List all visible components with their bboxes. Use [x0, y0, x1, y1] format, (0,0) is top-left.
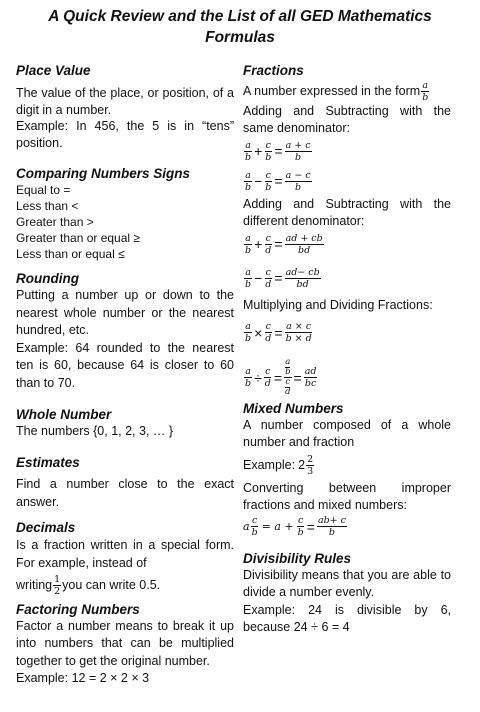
denominator: b — [422, 91, 429, 103]
place-value-section — [16, 62, 234, 151]
estimates-section — [16, 454, 234, 511]
comparing-item: Less than < — [16, 199, 79, 213]
fractions-section — [243, 62, 451, 400]
denominator: b — [245, 378, 252, 389]
whole-part: a — [243, 520, 250, 533]
numerator: a − c — [285, 169, 311, 181]
numerator: ad + cb — [285, 232, 323, 244]
numerator: c — [265, 321, 271, 332]
numerator: ab+ c — [317, 515, 346, 526]
divide-formula — [243, 356, 451, 400]
denominator: b — [285, 367, 291, 377]
decimals-writing-line — [16, 574, 234, 597]
converting-text: Converting between improper fractions and mixed numbers: — [243, 480, 451, 512]
denominator: b — [245, 278, 252, 290]
page-title — [0, 6, 480, 48]
place-value-text: The value of the place, or position, of a digit in a number. — [16, 86, 234, 117]
decimals-writing-word: writing — [16, 577, 53, 592]
denominator: b — [245, 333, 252, 344]
decimals-rest: you can write 0.5. — [62, 577, 161, 592]
numerator: c — [265, 366, 271, 377]
same-sub-formula — [243, 166, 451, 196]
different-denominator-text: Adding and Subtracting with the different denominator: — [243, 197, 451, 228]
numerator: c — [298, 515, 304, 526]
decimals-text: Is a fraction written in a special form. For example, instead of — [16, 537, 234, 570]
numerator: a + c — [285, 139, 311, 151]
comparing-item: Less than or equal ≤ — [16, 247, 125, 261]
same-add-formula — [243, 136, 451, 166]
numerator: c — [285, 377, 291, 387]
whole-number-heading: Whole Number — [16, 407, 112, 422]
numerator: c — [265, 139, 271, 151]
numerator: a — [245, 139, 251, 151]
comparing-item: Greater than > — [16, 215, 94, 229]
divisibility-heading: Divisibility Rules — [243, 550, 352, 566]
numerator: a — [245, 366, 251, 377]
comparing-heading: Comparing Numbers Signs — [16, 166, 191, 181]
equals-sign: = — [274, 236, 283, 252]
divisibility-example: Example: 24 is divisible by 6, because 24 ÷ 6 = 4 — [243, 602, 451, 634]
whole-number-text: The numbers {0, 1, 2, 3, … } — [16, 424, 174, 438]
denominator: bd — [298, 244, 311, 256]
whole-number-section — [16, 406, 234, 440]
minus-sign: − — [254, 173, 263, 189]
place-value-example: Example: In 456, the 5 is in “tens” position. — [16, 119, 234, 150]
rounding-section — [16, 270, 234, 392]
denominator: d — [265, 333, 272, 344]
mixed-conversion-formula — [243, 514, 451, 540]
equals-sign: = — [273, 369, 283, 386]
denominator: b — [265, 181, 272, 193]
diff-sub-formula — [243, 263, 451, 293]
times-sign: × — [254, 324, 263, 341]
denominator: d — [285, 387, 291, 397]
mixed-numbers-heading: Mixed Numbers — [243, 400, 344, 416]
denominator: b — [245, 151, 252, 163]
denominator: b — [295, 181, 302, 193]
equals-sign: = — [306, 518, 315, 535]
rounding-text: Putting a number up or down to the nearest whole number or the nearest hundred, etc. — [16, 288, 234, 337]
numerator: ad− cb — [285, 266, 320, 278]
denominator: d — [264, 378, 271, 389]
factoring-text: Factor a number means to break it up into numbers that can be multiplied together to get the original number. — [16, 618, 234, 668]
equals-a-plus: = a + — [261, 520, 294, 533]
plus-sign: + — [254, 143, 263, 159]
a-over-b-fraction — [421, 80, 429, 103]
divisibility-text: Divisibility means that you are able to divide a number evenly. — [243, 567, 451, 599]
denominator: bc — [304, 378, 317, 389]
decimals-section — [16, 519, 234, 597]
fraction-numerator: 1 — [54, 573, 61, 585]
mixed-numbers-text: A number composed of a whole number and fraction — [243, 417, 451, 449]
multiply-divide-text: Multiplying and Dividing Fractions: — [243, 298, 433, 312]
denominator: b — [295, 151, 302, 163]
title-line-2: Formulas — [205, 29, 275, 46]
fractions-form-line — [243, 79, 451, 103]
numerator: 2 — [307, 454, 314, 465]
estimates-text: Find a number close to the exact answer. — [16, 476, 234, 509]
same-denominator-text: Adding and Subtracting with the same denominator: — [243, 104, 451, 135]
compound-fraction — [284, 358, 291, 397]
divide-sign: ÷ — [254, 369, 262, 386]
left-column — [16, 62, 234, 687]
denominator: 3 — [307, 466, 314, 477]
numerator: a — [245, 169, 251, 181]
denominator: b — [245, 181, 252, 193]
numerator: c — [265, 232, 271, 244]
place-value-heading: Place Value — [16, 63, 91, 78]
numerator: a — [245, 321, 251, 332]
numerator: a × c — [286, 321, 312, 332]
numerator: c — [251, 515, 258, 526]
decimals-heading: Decimals — [16, 519, 76, 535]
fractions-form-text: A number expressed in the form — [243, 83, 421, 98]
fraction-denominator: 2 — [54, 585, 61, 597]
numerator: a — [422, 79, 429, 91]
estimates-heading: Estimates — [16, 454, 80, 470]
comparing-item: Greater than or equal ≥ — [16, 231, 140, 245]
numerator: c — [265, 169, 271, 181]
numerator: a — [285, 357, 291, 367]
right-column — [243, 62, 451, 637]
fractions-heading: Fractions — [243, 63, 304, 78]
minus-sign: − — [254, 270, 263, 286]
factoring-example: Example: 12 = 2 × 2 × 3 — [16, 671, 150, 685]
comparing-item: Equal to = — [16, 183, 71, 197]
one-half-fraction — [53, 574, 61, 597]
equals-sign: = — [274, 324, 283, 341]
title-line-1: A Quick Review and the List of all GED Mathematics — [48, 8, 432, 25]
rounding-example: Example: 64 rounded to the nearest ten is 60, because 64 is closer to 60 than to 70. — [16, 340, 234, 390]
numerator: a — [245, 266, 251, 278]
denominator: b — [245, 244, 252, 256]
numerator: a — [245, 232, 251, 244]
denominator: b — [265, 151, 272, 163]
denominator: b — [251, 527, 258, 538]
equals-sign: = — [293, 369, 302, 386]
denominator: b — [297, 527, 304, 538]
denominator: d — [265, 244, 272, 256]
mixed-example-label: Example: — [243, 458, 296, 473]
numerator: ad — [304, 366, 317, 377]
factoring-section — [16, 601, 234, 687]
equals-sign: = — [274, 173, 283, 189]
numerator: c — [265, 266, 271, 278]
multiply-formula — [243, 318, 451, 348]
equals-sign: = — [274, 270, 283, 286]
denominator: b × d — [285, 333, 312, 344]
denominator: bd — [296, 278, 309, 290]
mixed-example-line — [243, 452, 451, 480]
mixed-example-whole: 2 — [298, 458, 306, 473]
equals-sign: = — [274, 143, 283, 159]
denominator: b — [328, 527, 335, 538]
mixed-numbers-section — [243, 400, 451, 540]
comparing-section — [16, 165, 234, 262]
denominator: d — [265, 278, 272, 290]
rounding-heading: Rounding — [16, 271, 79, 286]
factoring-heading: Factoring Numbers — [16, 601, 140, 617]
plus-sign: + — [254, 236, 263, 252]
diff-add-formula — [243, 229, 451, 259]
divisibility-section — [243, 550, 451, 637]
